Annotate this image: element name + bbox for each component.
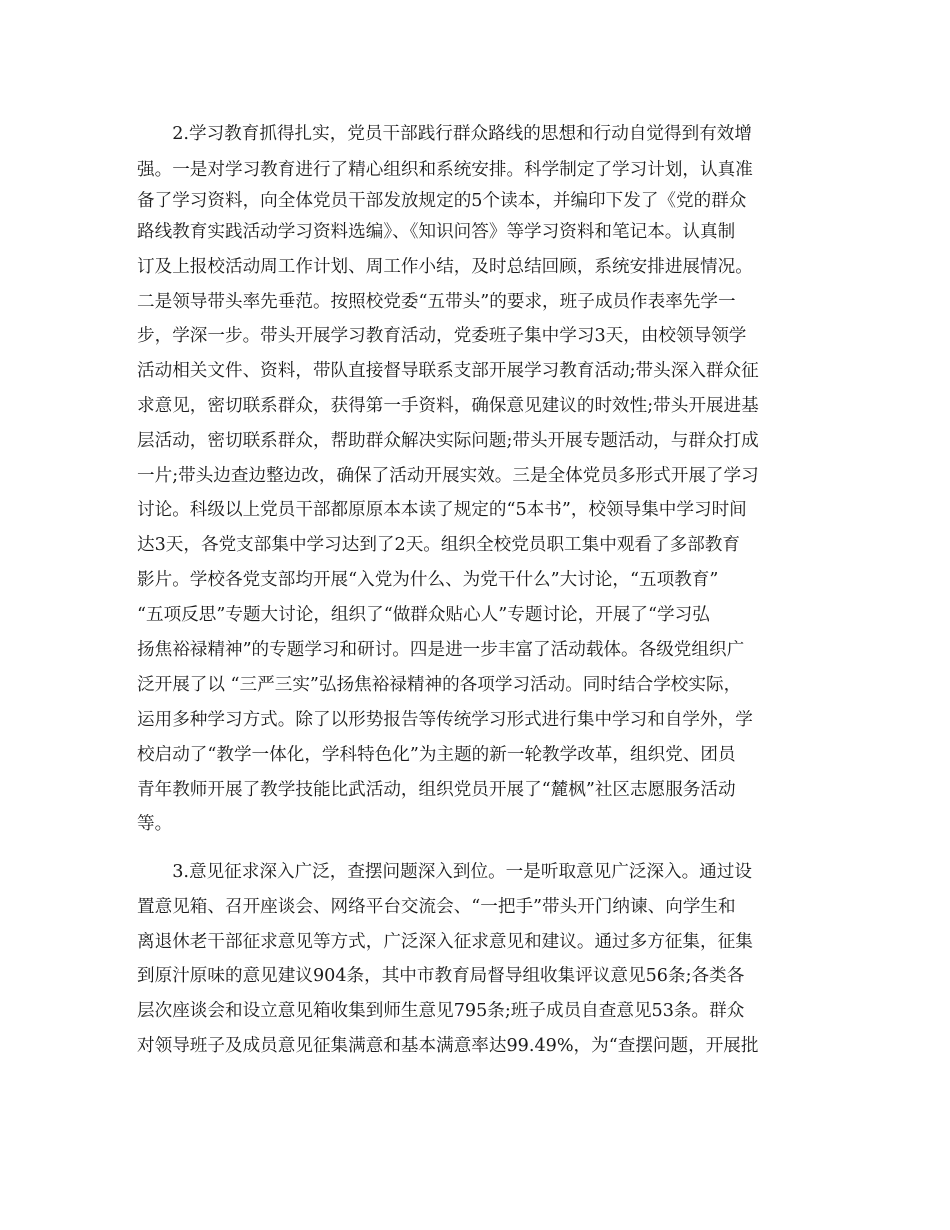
- body-text-line: 订及上报校活动周工作计划、周工作小结，及时总结回顾，系统安排进展情况。: [137, 257, 753, 277]
- body-text-line: 置意见箱、召开座谈会、网络平台交流会、“一把手”带头开门纳谏、向学生和: [137, 897, 736, 917]
- body-text-line: “五项反思”专题大讨论，组织了“做群众贴心人”专题讨论，开展了“学习弘: [137, 605, 710, 625]
- body-text-line: 对领导班子及成员意见征集满意和基本满意率达99.49%，为“查摆问题，开展批: [137, 1036, 759, 1056]
- body-text-line: 步，学深一步。带头开展学习教育活动，党委班子集中学习3天，由校领导领学: [137, 326, 747, 346]
- body-text-line: 扬焦裕禄精神”的专题学习和研讨。四是进一步丰富了活动载体。各级党组织广: [137, 640, 745, 660]
- body-text-line: 到原汁原味的意见建议904条，其中市教育局督导组收集评议意见56条;各类各: [137, 966, 745, 986]
- body-text-line: 讨论。科级以上党员干部都原原本本读了规定的“5本书”，校领导集中学习时间: [137, 500, 747, 520]
- body-text-line: 2.学习教育抓得扎实，党员干部践行群众路线的思想和行动自觉得到有效增: [137, 124, 752, 144]
- body-text-line: 影片。学校各党支部均开展“入党为什么、为党干什么”大讨论，“五项教育”: [137, 570, 719, 590]
- body-text-line: 离退休老干部征求意见等方式，广泛深入征求意见和建议。通过多方征集，征集: [137, 932, 753, 952]
- body-text-line: 3.意见征求深入广泛，查摆问题深入到位。一是听取意见广泛深入。通过设: [137, 862, 752, 882]
- body-text-line: 备了学习资料，向全体党员干部发放规定的5个读本，并编印下发了《党的群众: [137, 191, 747, 211]
- body-text-line: 运用多种学习方式。除了以形势报告等传统学习形式进行集中学习和自学外，学: [137, 710, 753, 730]
- body-text-line: 一片;带头边查边整边改，确保了活动开展实效。三是全体党员多形式开展了学习: [137, 466, 759, 486]
- body-text-line: 青年教师开展了教学技能比武活动，组织党员开展了“麓枫”社区志愿服务活动: [137, 780, 736, 800]
- body-text-line: 强。一是对学习教育进行了精心组织和系统安排。科学制定了学习计划，认真准: [137, 160, 753, 180]
- body-text-line: 校启动了“教学一体化，学科特色化”为主题的新一轮教学改革，组织党、团员: [137, 745, 736, 765]
- body-text-line: 活动相关文件、资料，带队直接督导联系支部开展学习教育活动;带头深入群众征: [137, 361, 759, 381]
- body-text-line: 求意见，密切联系群众，获得第一手资料，确保意见建议的时效性;带头开展进基: [137, 396, 759, 416]
- body-text-line: 等。: [137, 814, 173, 834]
- body-text-line: 路线教育实践活动学习资料选编》、《知识问答》等学习资料和笔记本。认真制: [137, 222, 736, 242]
- body-text-line: 达3天，各党支部集中学习达到了2天。组织全校党员职工集中观看了多部教育: [137, 535, 740, 555]
- body-text-line: 层次座谈会和设立意见箱收集到师生意见795条;班子成员自查意见53条。群众: [137, 1001, 745, 1021]
- body-text-line: 层活动，密切联系群众，帮助群众解决实际问题;带头开展专题活动，与群众打成: [137, 431, 759, 451]
- body-text-line: 泛开展了以 “三严三实”弘扬焦裕禄精神的各项学习活动。同时结合学校实际，: [137, 675, 742, 695]
- body-text-line: 二是领导带头率先垂范。按照校党委“五带头”的要求，班子成员作表率先学一: [137, 292, 736, 312]
